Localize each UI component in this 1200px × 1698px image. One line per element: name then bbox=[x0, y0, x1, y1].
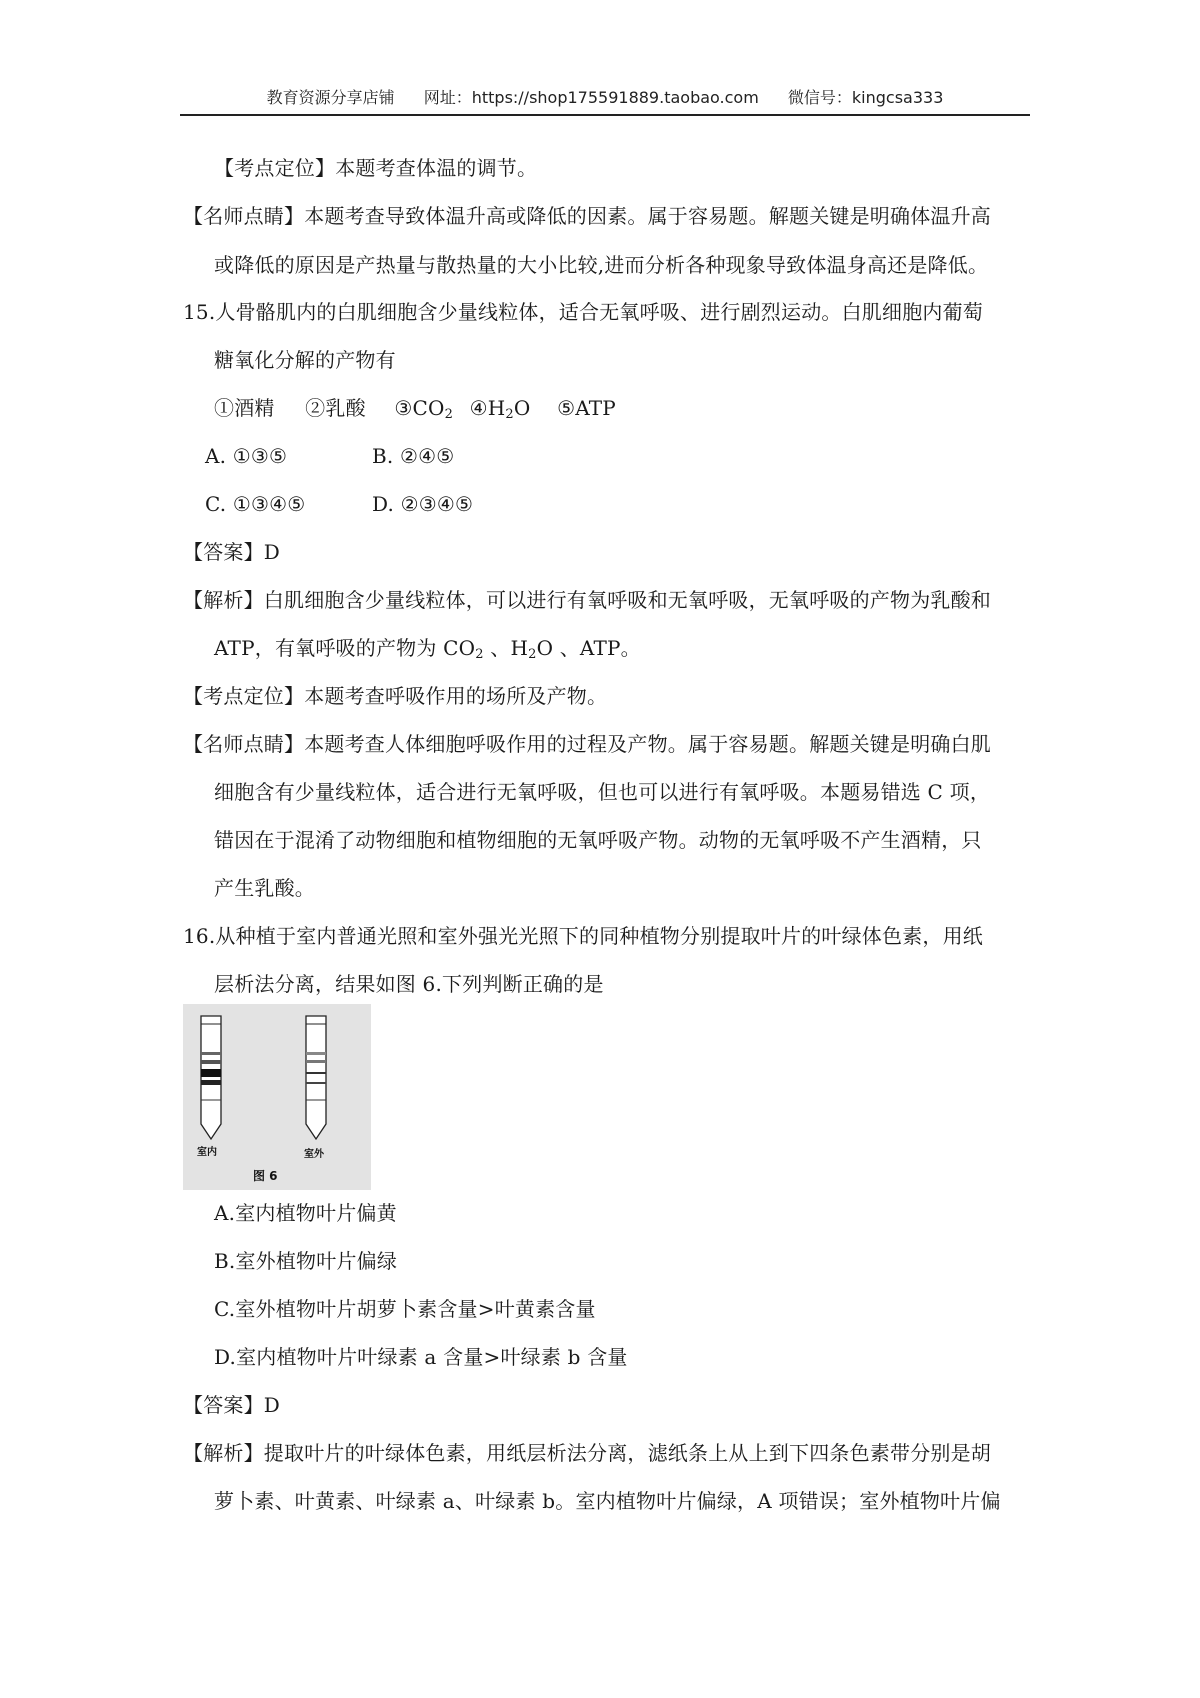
question-16-analysis-2: 萝卜素、叶黄素、叶绿素 a、叶绿素 b。室内植物叶片偏绿，A 项错误；室外植物叶片偏 bbox=[214, 1489, 1001, 1513]
indoor-band-chlorophyll-b bbox=[201, 1080, 221, 1085]
question-15-exam-point: 【考点定位】本题考查呼吸作用的场所及产物。 bbox=[183, 684, 608, 708]
label-indoor: 室内 bbox=[197, 1147, 217, 1158]
question-16-option-d: D.室内植物叶片叶绿素 a 含量>叶绿素 b 含量 bbox=[214, 1345, 628, 1369]
question-15-analysis-2: ATP，有氧呼吸的产物为 $CO_2$ 、$H_2O$ 、ATP。 bbox=[214, 636, 641, 662]
question-16-option-a: A.室内植物叶片偏黄 bbox=[214, 1201, 397, 1225]
question-15-option-d: D. ②③④⑤ bbox=[372, 492, 474, 516]
question-16-stem-2: 层析法分离，结果如图 6.下列判断正确的是 bbox=[214, 972, 604, 996]
question-15-option-c: C. ①③④⑤ bbox=[205, 492, 306, 516]
question-15-option-a: A. ①③⑤ bbox=[205, 444, 288, 468]
label-outdoor: 室外 bbox=[304, 1149, 324, 1160]
page-header bbox=[180, 84, 1030, 116]
question-15-items bbox=[214, 393, 616, 423]
outdoor-band-chlorophyll-b bbox=[306, 1082, 326, 1084]
header-url: 网址：https://shop175591889.taobao.com bbox=[423, 88, 759, 107]
item-co2: $③CO_2$ bbox=[394, 396, 454, 422]
question-15-option-b: B. ②④⑤ bbox=[372, 444, 455, 468]
question-16-analysis-1: 【解析】提取叶片的叶绿体色素，用纸层析法分离，滤纸条上从上到下四条色素带分别是胡 bbox=[183, 1441, 991, 1465]
question-16-stem-1: 16.从种植于室内普通光照和室外强光光照下的同种植物分别提取叶片的叶绿体色素，用纸 bbox=[183, 924, 984, 948]
question-15-stem-1: 15.人骨骼肌内的白肌细胞含少量线粒体，适合无氧呼吸、进行剧烈运动。白肌细胞内葡萄 bbox=[183, 300, 984, 324]
item-lactic-acid: ②乳酸 bbox=[305, 396, 366, 420]
outdoor-band-chlorophyll-a bbox=[306, 1072, 326, 1074]
indoor-band-xanthophyll bbox=[201, 1060, 221, 1064]
item-atp: ⑤ATP bbox=[557, 396, 616, 420]
question-15-stem-2: 糖氧化分解的产物有 bbox=[214, 348, 396, 372]
figure-caption: 图 6 bbox=[253, 1169, 278, 1183]
chromatography-figure bbox=[183, 1004, 371, 1190]
header-shop-name: 教育资源分享店铺 bbox=[266, 88, 395, 107]
indoor-paper-strip bbox=[201, 1016, 221, 1139]
exam-point-line: 【考点定位】本题考查体温的调节。 bbox=[214, 156, 538, 180]
teacher-tip-line-2: 或降低的原因是产热量与散热量的大小比较,进而分析各种现象导致体温身高还是降低。 bbox=[214, 253, 989, 277]
outdoor-band-xanthophyll bbox=[306, 1060, 326, 1063]
outdoor-paper-strip bbox=[306, 1016, 326, 1139]
indoor-band-chlorophyll-a bbox=[201, 1069, 221, 1077]
question-16-option-c: C.室外植物叶片胡萝卜素含量>叶黄素含量 bbox=[214, 1297, 596, 1321]
question-15-tip-1: 【名师点睛】本题考查人体细胞呼吸作用的过程及产物。属于容易题。解题关键是明确白肌 bbox=[183, 732, 991, 756]
question-15-analysis-1: 【解析】白肌细胞含少量线粒体，可以进行有氧呼吸和无氧呼吸，无氧呼吸的产物为乳酸和 bbox=[183, 588, 991, 612]
item-alcohol: ①酒精 bbox=[214, 396, 275, 420]
question-16-answer: 【答案】D bbox=[183, 1393, 281, 1417]
question-16-option-b: B.室外植物叶片偏绿 bbox=[214, 1249, 398, 1273]
header-wechat: 微信号：kingcsa333 bbox=[787, 88, 944, 107]
question-15-tip-3: 错因在于混淆了动物细胞和植物细胞的无氧呼吸产物。动物的无氧呼吸不产生酒精，只 bbox=[214, 828, 982, 852]
item-h2o: $④H_2O$ bbox=[469, 396, 531, 422]
outdoor-band-carotene bbox=[306, 1052, 326, 1055]
question-15-tip-4: 产生乳酸。 bbox=[214, 876, 315, 900]
indoor-band-carotene bbox=[201, 1052, 221, 1055]
teacher-tip-line-1: 【名师点睛】本题考查导致体温升高或降低的因素。属于容易题。解题关键是明确体温升高 bbox=[183, 204, 991, 228]
chromatography-svg bbox=[183, 1004, 371, 1190]
question-15-tip-2: 细胞含有少量线粒体，适合进行无氧呼吸，但也可以进行有氧呼吸。本题易错选 C 项， bbox=[214, 780, 991, 804]
question-15-answer: 【答案】D bbox=[183, 540, 281, 564]
